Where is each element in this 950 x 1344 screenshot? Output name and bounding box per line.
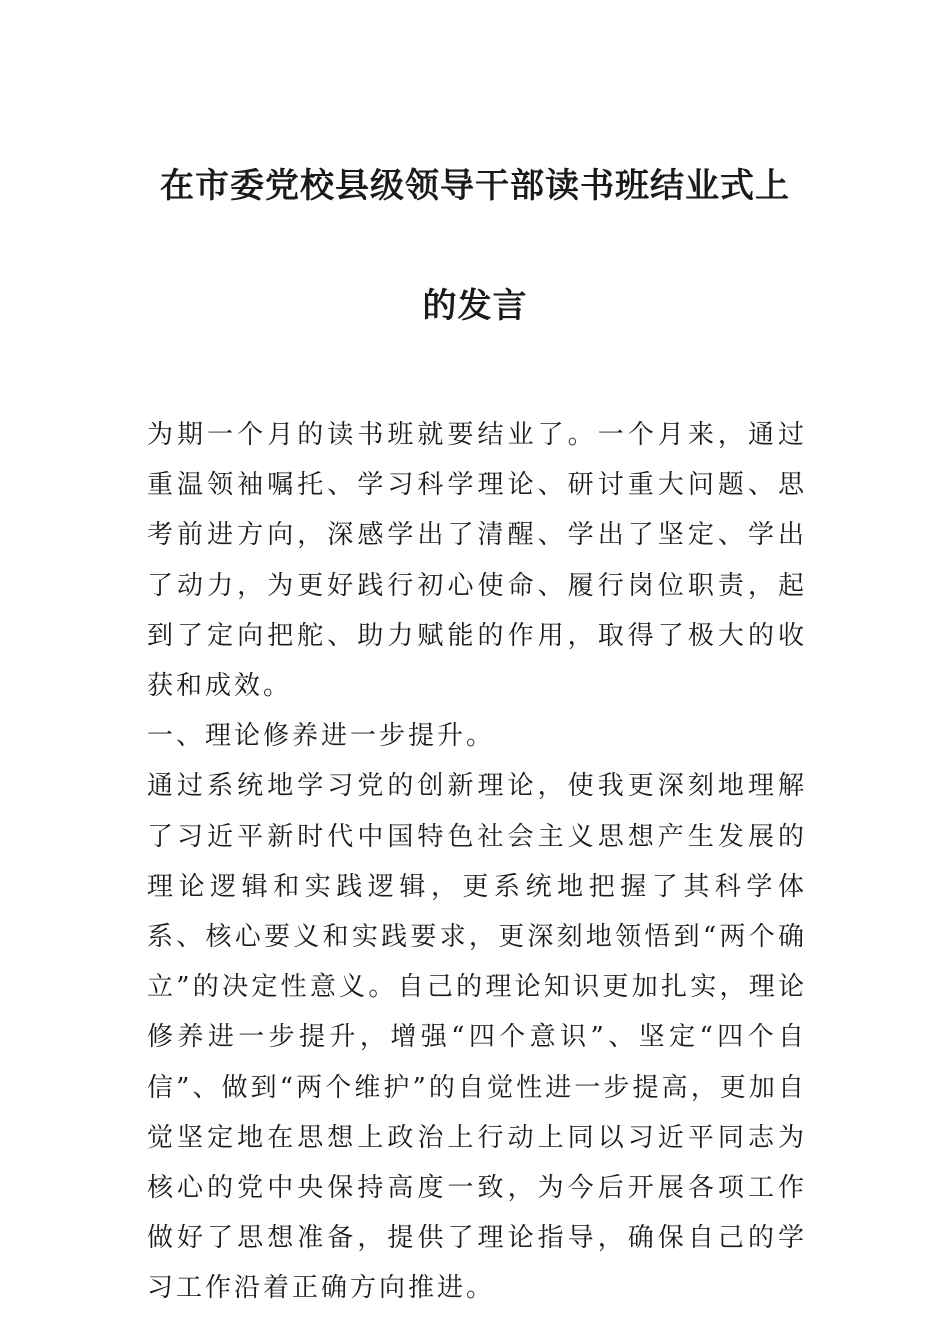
document-title-line-1: 在市委党校县级领导干部读书班结业式上	[160, 166, 790, 206]
section-paragraph: 通过系统地学习党的创新理论，使我更深刻地理解了习近平新时代中国特色社会主义思想产生发展的理论逻辑和实践逻辑，更系统地把握了其科学体系、核心要义和实践要求，更深刻地领悟到“两个确立”的决定性意义。自己的理论知识更加扎实，理论修养进一步提升，增强“四个意识”、坚定“四个自信”、做到“两个维护”的自觉性进一步提高，更加自觉坚定地在思想上政治上行动上同以习近平同志为核心的党中央保持高度一致，为今后开展各项工作做好了思想准备，提供了理论指导，确保自己的学习工作沿着正确方向推进。	[147, 771, 807, 1304]
document-body	[147, 410, 807, 1314]
document-title-line-2: 的发言	[422, 286, 528, 326]
intro-paragraph: 为期一个月的读书班就要结业了。一个月来，通过重温领袖嘱托、学习科学理论、研讨重大问题、思考前进方向，深感学出了清醒、学出了坚定、学出了动力，为更好践行初心使命、履行岗位职责，起到了定向把舵、助力赋能的作用，取得了极大的收获和成效。	[147, 420, 807, 702]
section-heading: 一、理论修养进一步提升。	[147, 721, 496, 752]
